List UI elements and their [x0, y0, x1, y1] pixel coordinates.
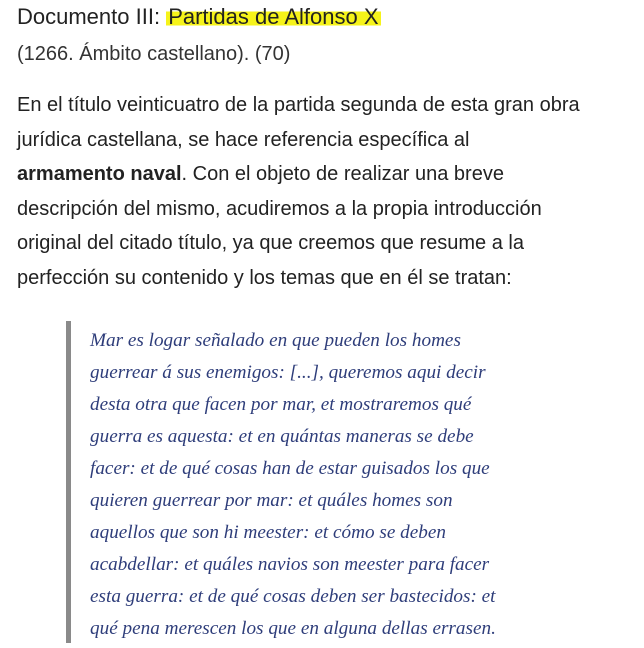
quote-line: desta otra que facen por mar, et mostraremos qué	[90, 394, 472, 415]
quote-line: acabdellar: et quáles navios son meester para facer	[90, 554, 490, 575]
title-highlighted-text: Partidas de Alfonso X	[168, 4, 379, 29]
quote-line: quieren guerrear por mar: et quáles homes son	[90, 490, 453, 511]
intro-line: perfección su contenido y los temas que en él se tratan:	[17, 266, 512, 289]
quote-line: guerrear á sus enemigos: [...], queremos aqui decir	[90, 362, 486, 383]
bold-term: armamento naval	[17, 163, 182, 186]
quote-line: qué pena merescen los que en alguna dellas errasen.	[90, 618, 496, 639]
document-subtitle: (1266. Ámbito castellano). (70)	[17, 43, 291, 65]
quote-line: aquellos que son hi meester: et cómo se deben	[90, 522, 446, 543]
intro-line: En el título veinticuatro de la partida segunda de esta gran obra	[17, 94, 580, 116]
title-prefix: Documento III:	[17, 4, 167, 29]
quote-line: facer: et de qué cosas han de estar guisados los que	[90, 458, 490, 479]
quote-block	[66, 321, 586, 643]
intro-line: descripción del mismo, acudiremos a la propia introducción	[17, 197, 542, 220]
document-title	[17, 0, 644, 30]
quote-line: Mar es logar señalado en que pueden los homes	[90, 330, 461, 351]
quote-line: guerra es aquesta: et en quántas maneras se debe	[90, 426, 474, 447]
intro-line: jurídica castellana, se hace referencia específica al	[17, 128, 470, 151]
intro-line-rest: . Con el objeto de realizar una breve	[181, 163, 504, 186]
quote-line: esta guerra: et de qué cosas deben ser bastecidos: et	[90, 586, 496, 607]
intro-line	[17, 157, 639, 192]
intro-paragraph	[17, 88, 639, 296]
intro-line: original del citado título, ya que creemos que resume a la	[17, 232, 524, 255]
